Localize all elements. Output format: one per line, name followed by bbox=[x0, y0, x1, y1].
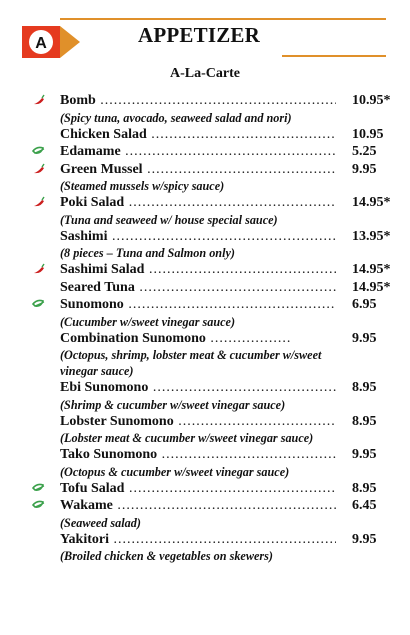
menu-item bbox=[0, 228, 410, 262]
spicy-pepper-icon bbox=[32, 94, 46, 106]
menu-item-price: 14.95* bbox=[352, 195, 391, 210]
menu-item-name: Combination Sunomono ..... bbox=[60, 330, 290, 347]
menu-item-line bbox=[0, 480, 410, 498]
page-title: APPETIZER bbox=[138, 23, 260, 47]
menu-item-description: (Steamed mussels w/spicy sauce) bbox=[60, 179, 225, 193]
menu-item-description: (Octopus, shrimp, lobster meat & cucumber w/sweet vinegar sauce) bbox=[60, 348, 322, 378]
menu-item-price: 8.95 bbox=[352, 413, 377, 429]
menu-item-line bbox=[0, 143, 410, 161]
menu-item-name: Poki Salad ..... bbox=[60, 194, 336, 211]
menu-item bbox=[0, 330, 410, 380]
menu-item-line bbox=[0, 279, 410, 297]
menu-item-line bbox=[0, 497, 410, 515]
menu-item-description: (Broiled chicken & vegetables on skewers) bbox=[60, 549, 273, 563]
menu-item-line bbox=[0, 379, 410, 397]
menu-item-name: Sunomono ..... bbox=[60, 296, 336, 313]
menu-item bbox=[0, 161, 410, 195]
menu-item-price: 9.95 bbox=[352, 447, 377, 462]
menu-item-description: (Spicy tuna, avocado, seaweed salad and nori) bbox=[60, 110, 292, 125]
menu-item-description: (Lobster meat & cucumber w/sweet vinegar sauce) bbox=[60, 431, 314, 445]
menu-item-price: 10.95* bbox=[352, 93, 391, 108]
menu-item-description: (Seaweed salad) bbox=[60, 515, 141, 530]
menu-item-line bbox=[0, 413, 410, 431]
logo-letter: A bbox=[35, 35, 47, 52]
menu-item-line bbox=[0, 92, 410, 110]
vegetarian-leaf-icon bbox=[32, 298, 46, 310]
menu-item-name: Wakame ..... bbox=[60, 497, 336, 514]
spicy-pepper-icon bbox=[32, 163, 46, 175]
menu-item-name: Chicken Salad ..... bbox=[60, 126, 336, 143]
menu-item-price: 8.95 bbox=[352, 480, 377, 496]
menu-item-price: 14.95* bbox=[352, 262, 391, 277]
menu-item-name: Bomb ..... bbox=[60, 92, 336, 109]
menu-item bbox=[0, 126, 410, 144]
menu-item-price: 13.95* bbox=[352, 228, 391, 244]
menu-item bbox=[0, 143, 410, 161]
menu-item-price: 10.95 bbox=[352, 126, 384, 142]
menu-item-description: (Tuna and seaweed w/ house special sauce) bbox=[60, 212, 278, 227]
menu-list bbox=[0, 92, 410, 564]
menu-item bbox=[0, 92, 410, 126]
menu-item-name: Yakitori ..... bbox=[60, 531, 336, 548]
menu-item-price: 9.95 bbox=[352, 161, 377, 177]
menu-item-price: 14.95* bbox=[352, 279, 391, 295]
menu-item-description: (Cucumber w/sweet vinegar sauce) bbox=[60, 314, 236, 329]
vegetarian-leaf-icon bbox=[32, 499, 46, 511]
menu-item-name: Tofu Salad ..... bbox=[60, 480, 336, 497]
menu-item-description: (8 pieces – Tuna and Salmon only) bbox=[60, 246, 235, 260]
menu-item-price: 6.45 bbox=[352, 498, 377, 513]
menu-item-name: Ebi Sunomono ..... bbox=[60, 379, 336, 396]
menu-item-line bbox=[0, 296, 410, 314]
menu-item bbox=[0, 531, 410, 565]
menu-item-name: Tako Sunomono ..... bbox=[60, 446, 336, 463]
menu-item bbox=[0, 279, 410, 297]
menu-item-description: (Octopus & cucumber w/sweet vinegar sauce) bbox=[60, 464, 290, 479]
vegetarian-leaf-icon bbox=[32, 482, 46, 494]
menu-item bbox=[0, 296, 410, 330]
menu-item-name: Green Mussel ..... bbox=[60, 161, 336, 178]
menu-item-price: 9.95 bbox=[352, 531, 377, 547]
menu-item-line bbox=[0, 228, 410, 246]
menu-item bbox=[0, 497, 410, 531]
menu-item-name: Seared Tuna ..... bbox=[60, 279, 336, 296]
section-subtitle: A-La-Carte bbox=[170, 66, 240, 81]
vegetarian-leaf-icon bbox=[32, 145, 46, 157]
menu-item-price: 6.95 bbox=[352, 297, 377, 312]
top-divider bbox=[60, 18, 386, 20]
menu-item-name: Edamame ..... bbox=[60, 143, 336, 160]
menu-item-description: (Shrimp & cucumber w/sweet vinegar sauce) bbox=[60, 397, 286, 412]
menu-item-name: Sashimi ..... bbox=[60, 228, 336, 245]
menu-item-line bbox=[0, 126, 410, 144]
spicy-pepper-icon bbox=[32, 196, 46, 208]
menu-item bbox=[0, 413, 410, 447]
menu-item-price: 8.95 bbox=[352, 380, 377, 395]
menu-item bbox=[0, 261, 410, 279]
menu-item-line bbox=[0, 330, 410, 348]
menu-item-price: 5.25 bbox=[352, 144, 377, 159]
page-header bbox=[0, 0, 410, 70]
menu-item-line bbox=[0, 261, 410, 279]
menu-item-price: 9.95 bbox=[352, 330, 377, 346]
menu-item bbox=[0, 446, 410, 480]
menu-item-name: Lobster Sunomono ..... bbox=[60, 413, 336, 430]
logo-icon bbox=[22, 20, 80, 60]
menu-item bbox=[0, 480, 410, 498]
menu-item-line bbox=[0, 531, 410, 549]
menu-item-line bbox=[0, 161, 410, 179]
bottom-divider bbox=[282, 55, 386, 57]
menu-item bbox=[0, 194, 410, 228]
menu-item-name: Sashimi Salad ..... bbox=[60, 261, 336, 278]
menu-item bbox=[0, 379, 410, 413]
spicy-pepper-icon bbox=[32, 263, 46, 275]
menu-item-line bbox=[0, 194, 410, 212]
menu-item-line bbox=[0, 446, 410, 464]
